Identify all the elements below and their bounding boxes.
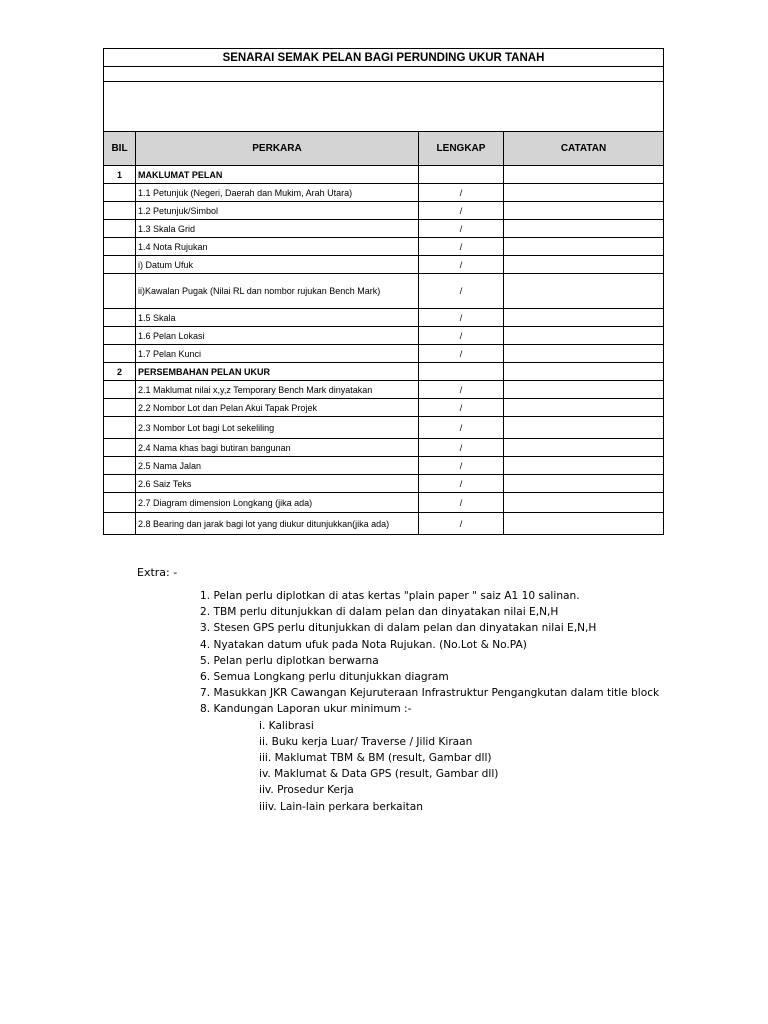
- bil-cell: 1: [104, 166, 136, 184]
- catatan-cell: [504, 493, 664, 513]
- catatan-cell: [504, 457, 664, 475]
- table-row: [104, 202, 664, 220]
- page-title: SENARAI SEMAK PELAN BAGI PERUNDING UKUR TANAH: [104, 49, 664, 67]
- table-row: [104, 513, 664, 535]
- bil-cell: [104, 309, 136, 327]
- perkara-cell: 2.8 Bearing dan jarak bagi lot yang diukur ditunjukkan(jika ada): [136, 513, 419, 535]
- bil-cell: [104, 381, 136, 399]
- catatan-cell: [504, 202, 664, 220]
- catatan-cell: [504, 345, 664, 363]
- lengkap-cell: /: [419, 417, 504, 439]
- lengkap-cell: /: [419, 327, 504, 345]
- catatan-cell: [504, 327, 664, 345]
- table-row: [104, 345, 664, 363]
- bil-cell: [104, 256, 136, 274]
- bil-cell: [104, 513, 136, 535]
- note-text: 7. Masukkan JKR Cawangan Kejuruteraan Infrastruktur Pengangkutan dalam title block: [200, 687, 660, 700]
- perkara-cell: 1.3 Skala Grid: [136, 220, 419, 238]
- lengkap-cell: /: [419, 220, 504, 238]
- lengkap-cell: /: [419, 256, 504, 274]
- note-text: 2. TBM perlu ditunjukkan di dalam pelan dan dinyatakan nilai E,N,H: [200, 606, 559, 619]
- bil-cell: [104, 457, 136, 475]
- lengkap-cell: /: [419, 439, 504, 457]
- table-row: [104, 327, 664, 345]
- subnote-item: iiiv. Lain-lain perkara berkaitan: [259, 800, 423, 813]
- note-text: 1. Pelan perlu diplotkan di atas kertas "plain paper " saiz A1 10 salinan.: [200, 590, 580, 602]
- catatan-cell: [504, 274, 664, 309]
- subnotes-list: [200, 718, 659, 815]
- note-text: 5. Pelan perlu diplotkan berwarna: [200, 654, 379, 667]
- note-text: 6. Semua Longkang perlu ditunjukkan diagram: [200, 671, 449, 684]
- catatan-cell: [504, 399, 664, 417]
- bil-cell: [104, 238, 136, 256]
- lengkap-cell: /: [419, 493, 504, 513]
- bil-cell: [104, 202, 136, 220]
- table-row: [104, 493, 664, 513]
- note-text: 3. Stesen GPS perlu ditunjukkan di dalam pelan dan dinyatakan nilai E,N,H: [200, 622, 597, 635]
- table-row: [104, 238, 664, 256]
- bil-cell: [104, 274, 136, 309]
- blank-row: [104, 67, 664, 82]
- title-row: [104, 49, 664, 67]
- extra-label: Extra: -: [137, 566, 178, 579]
- catatan-cell: [504, 439, 664, 457]
- bil-cell: [104, 345, 136, 363]
- catatan-cell: [504, 475, 664, 493]
- subnote-item: iiv. Prosedur Kerja: [259, 784, 354, 797]
- section-row: [104, 363, 664, 381]
- perkara-cell: 2.3 Nombor Lot bagi Lot sekeliling: [136, 417, 419, 439]
- table-row: [104, 457, 664, 475]
- table-row: [104, 184, 664, 202]
- bil-cell: 2: [104, 363, 136, 381]
- catatan-cell: [504, 381, 664, 399]
- bil-cell: [104, 417, 136, 439]
- table-row: [104, 256, 664, 274]
- lengkap-cell: /: [419, 381, 504, 399]
- catatan-cell: [504, 238, 664, 256]
- note-item: [200, 637, 659, 653]
- bil-cell: [104, 184, 136, 202]
- catatan-cell: [504, 513, 664, 535]
- header-catatan: CATATAN: [504, 132, 664, 166]
- perkara-cell: 2.2 Nombor Lot dan Pelan Akui Tapak Projek: [136, 399, 419, 417]
- perkara-cell: 1.4 Nota Rujukan: [136, 238, 419, 256]
- bil-cell: [104, 493, 136, 513]
- subnote-item: i. Kalibrasi: [259, 719, 314, 732]
- bil-cell: [104, 439, 136, 457]
- perkara-cell: 1.2 Petunjuk/Simbol: [136, 202, 419, 220]
- perkara-cell: 2.7 Diagram dimension Longkang (jika ada): [136, 493, 419, 513]
- note-text: 4. Nyatakan datum ufuk pada Nota Rujukan. (No.Lot & No.PA): [200, 638, 527, 651]
- perkara-cell: 2.6 Saiz Teks: [136, 475, 419, 493]
- lengkap-cell: /: [419, 513, 504, 535]
- table-row: [104, 220, 664, 238]
- section-row: [104, 166, 664, 184]
- catatan-cell: [504, 363, 664, 381]
- catatan-cell: [504, 184, 664, 202]
- bil-cell: [104, 220, 136, 238]
- lengkap-cell: /: [419, 274, 504, 309]
- lengkap-cell: [419, 166, 504, 184]
- blank-row: [104, 82, 664, 132]
- lengkap-cell: /: [419, 202, 504, 220]
- perkara-cell: PERSEMBAHAN PELAN UKUR: [136, 363, 419, 381]
- lengkap-cell: /: [419, 457, 504, 475]
- header-row: [104, 132, 664, 166]
- subnote-item: ii. Buku kerja Luar/ Traverse / Jilid Kiraan: [259, 735, 473, 748]
- perkara-cell: 2.4 Nama khas bagi butiran bangunan: [136, 439, 419, 457]
- lengkap-cell: /: [419, 184, 504, 202]
- catatan-cell: [504, 309, 664, 327]
- table-row: [104, 274, 664, 309]
- lengkap-cell: /: [419, 309, 504, 327]
- table-body: [104, 166, 664, 535]
- perkara-cell: 2.1 Maklumat nilai x,y,z Temporary Bench Mark dinyatakan: [136, 381, 419, 399]
- perkara-cell: i) Datum Ufuk: [136, 256, 419, 274]
- header-perkara: PERKARA: [136, 132, 419, 166]
- note-item: [200, 685, 659, 701]
- perkara-cell: 1.6 Pelan Lokasi: [136, 327, 419, 345]
- bil-cell: [104, 475, 136, 493]
- note-item: [200, 588, 659, 604]
- perkara-cell: 2.5 Nama Jalan: [136, 457, 419, 475]
- catatan-cell: [504, 220, 664, 238]
- lengkap-cell: [419, 363, 504, 381]
- subnote-item: iv. Maklumat & Data GPS (result, Gambar dll): [259, 768, 499, 781]
- catatan-cell: [504, 256, 664, 274]
- table-row: [104, 399, 664, 417]
- note-text: 8. Kandungan Laporan ukur minimum :-: [200, 703, 412, 716]
- checklist-table: [103, 48, 664, 535]
- catatan-cell: [504, 417, 664, 439]
- perkara-cell: MAKLUMAT PELAN: [136, 166, 419, 184]
- catatan-cell: [504, 166, 664, 184]
- perkara-cell: ii)Kawalan Pugak (Nilai RL dan nombor rujukan Bench Mark): [136, 274, 419, 309]
- notes-list: [200, 588, 659, 815]
- note-item: [200, 620, 659, 636]
- lengkap-cell: /: [419, 345, 504, 363]
- lengkap-cell: /: [419, 238, 504, 256]
- lengkap-cell: /: [419, 399, 504, 417]
- table-row: [104, 417, 664, 439]
- note-item: [200, 701, 659, 814]
- perkara-cell: 1.7 Pelan Kunci: [136, 345, 419, 363]
- table-row: [104, 439, 664, 457]
- note-item: [200, 669, 659, 685]
- header-bil: BIL: [104, 132, 136, 166]
- table-row: [104, 309, 664, 327]
- bil-cell: [104, 399, 136, 417]
- header-lengkap: LENGKAP: [419, 132, 504, 166]
- table-row: [104, 475, 664, 493]
- perkara-cell: 1.1 Petunjuk (Negeri, Daerah dan Mukim, Arah Utara): [136, 184, 419, 202]
- table-row: [104, 381, 664, 399]
- note-item: [200, 653, 659, 669]
- note-item: [200, 604, 659, 620]
- perkara-cell: 1.5 Skala: [136, 309, 419, 327]
- bil-cell: [104, 327, 136, 345]
- lengkap-cell: /: [419, 475, 504, 493]
- subnote-item: iii. Maklumat TBM & BM (result, Gambar dll): [259, 752, 492, 765]
